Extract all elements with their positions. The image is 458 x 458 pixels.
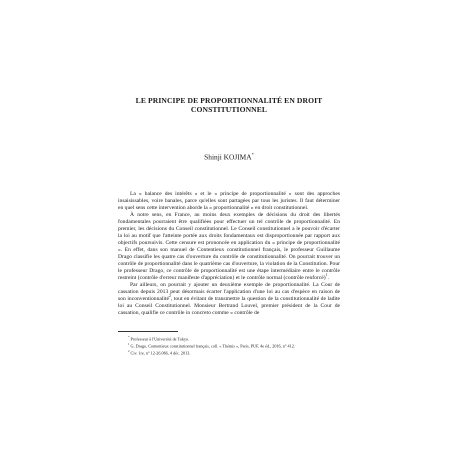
footnote-ref-1: 1	[325, 273, 328, 278]
title-line-2: CONSTITUTIONNEL	[190, 105, 268, 114]
paragraph-3: Par ailleurs, on pourrait y ajouter un deuxième exemple de proportionnalité. La Cour de cassation depuis 2013 peut désormais écarter l'application d'une loi au cas d'espèce en raison de son inconventionnalité$^2$, tout en évitant de transmettre la question de la constitutionnalité de ladite loi au Conseil Constitutionnel. Monsieur Bertrand Louvel, premier président de la Cour de cassation, qualifie ce contrôle in concreto comme « contrôle de	[118, 282, 340, 317]
footnote-2: $^2$ Civ. 1re, n° 12-26.066, 4 déc. 2013.	[128, 349, 191, 356]
title-line-1: LE PRINCIPE DE PROPORTIONNALITÉ EN DROIT	[135, 96, 323, 105]
author-footnote-mark: *	[251, 152, 254, 157]
footnote-ref-2: 2	[169, 294, 171, 299]
footnote-separator	[118, 331, 178, 332]
footnote-1: $^1$ G. Drago, Contentieux constitutionnel français, coll. « Thémis », Paris, PUF, 4e éd., 2016, n° 412.	[128, 342, 295, 349]
footnote-author: * Professeur à l'Université de Tokyo.	[128, 335, 190, 342]
text-column	[118, 96, 340, 356]
paragraph-1: La « balance des intérêts » et le « principe de proportionnalité » sont des approches insaisissables, voire banales, parce qu'elles sont partagées par tous les juristes. Il faut déterminer en quel sens cette intervention aborde la « proportionnalité » en droit constitutionnel.	[118, 191, 340, 212]
author-name: Shinji KOJIMA*	[204, 152, 254, 162]
article-body	[118, 191, 340, 317]
article-title	[118, 96, 340, 114]
paragraph-2: À notre sens, en France, au moins deux exemples de décisions du droit des libertés fondamentales pourraient être qualifiées pour effectuer un tel contrôle de proportionnalité. En premier, les décisions du Conseil constitutionnel. Le Conseil constitutionnel a le pouvoir d'écarter la loi au motif que l'atteinte portée aux droits fondamentaux est disproportionnée par rapport aux objectifs poursuivis. Cette censure est prononcée en application du « principe de proportionnalité ». En effet, dans son manuel de Contentieux constitutionnel français, le professeur Guillaume Drago classifie les quatre cas d'ouverture du contrôle de constitutionnalité. On pourrait trouver un contrôle de proportionnalité dans le quatrième cas d'ouverture, la violation de la Constitution. Pour le professeur Drago, ce contrôle de proportionnalité est une étape intermédiaire entre le contrôle restreint (contrôle d'erreur manifeste d'appréciation) et le contrôle normal (contrôle renforcé)$^1$.	[118, 212, 340, 282]
